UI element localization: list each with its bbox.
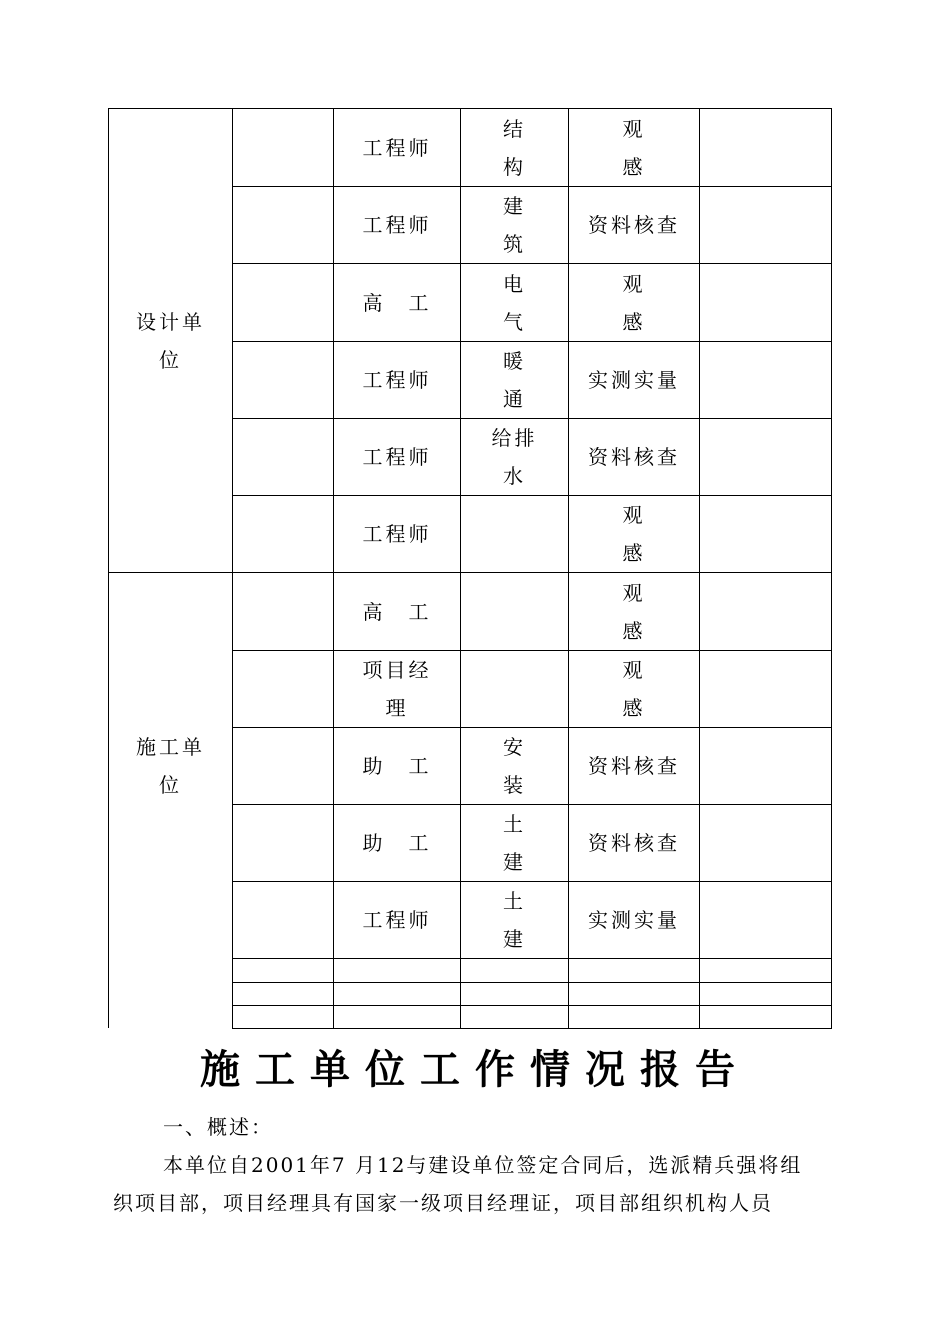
row-line bbox=[232, 958, 832, 959]
method-cell: 实测实量 bbox=[588, 368, 680, 392]
method-cell: 资料核查 bbox=[588, 831, 680, 855]
row-line bbox=[232, 1028, 832, 1029]
title-cell: 助 工 bbox=[362, 754, 432, 778]
column-line bbox=[699, 108, 700, 1029]
section-heading: 一、概述： bbox=[163, 1115, 273, 1139]
title-cell: 助 工 bbox=[362, 831, 432, 855]
specialty-cell: 安 装 bbox=[503, 735, 526, 797]
overview-line-2: 织项目部，项目经理具有国家一级项目经理证，项目部组织机构人员 bbox=[113, 1191, 773, 1215]
title-cell: 项目经 理 bbox=[362, 658, 432, 720]
method-cell: 资料核查 bbox=[588, 754, 680, 778]
specialty-cell: 暖 通 bbox=[503, 349, 526, 411]
specialty-cell: 结 构 bbox=[503, 116, 526, 179]
method-cell: 观 感 bbox=[622, 116, 646, 179]
method-cell: 观 感 bbox=[622, 271, 646, 334]
method-cell: 资料核查 bbox=[588, 445, 680, 469]
specialty-cell bbox=[461, 496, 568, 572]
method-cell: 观 感 bbox=[622, 658, 646, 720]
specialty-cell bbox=[461, 651, 568, 727]
title-cell: 工程师 bbox=[362, 368, 432, 392]
title-cell: 高 工 bbox=[362, 599, 432, 624]
specialty-cell: 给排 水 bbox=[491, 426, 538, 488]
title-cell: 工程师 bbox=[362, 135, 432, 160]
title-cell: 工程师 bbox=[362, 445, 432, 469]
title-cell: 高 工 bbox=[362, 290, 432, 315]
specialty-cell: 土 建 bbox=[503, 812, 526, 874]
method-cell: 实测实量 bbox=[588, 908, 680, 932]
specialty-cell: 土 建 bbox=[503, 889, 526, 951]
title-cell: 工程师 bbox=[362, 522, 432, 546]
column-line bbox=[232, 108, 233, 1029]
row-line bbox=[232, 1005, 832, 1006]
specialty-cell bbox=[461, 573, 568, 650]
title-cell: 工程师 bbox=[362, 908, 432, 932]
specialty-cell: 电 气 bbox=[503, 271, 526, 334]
group-label-cell: 施工单 位 bbox=[136, 734, 205, 797]
specialty-cell: 建 筑 bbox=[503, 194, 526, 256]
row-line bbox=[232, 982, 832, 983]
report-title: 施工单位工作情况报告 bbox=[200, 1047, 750, 1093]
group-label-cell: 设计单 位 bbox=[136, 309, 205, 372]
column-line bbox=[831, 108, 832, 1029]
method-cell: 观 感 bbox=[622, 503, 646, 565]
title-cell: 工程师 bbox=[362, 213, 432, 237]
method-cell: 资料核查 bbox=[588, 213, 680, 237]
overview-line-1: 本单位自2001年7 月12与建设单位签定合同后，选派精兵强将组 bbox=[163, 1153, 803, 1177]
method-cell: 观 感 bbox=[622, 580, 646, 643]
